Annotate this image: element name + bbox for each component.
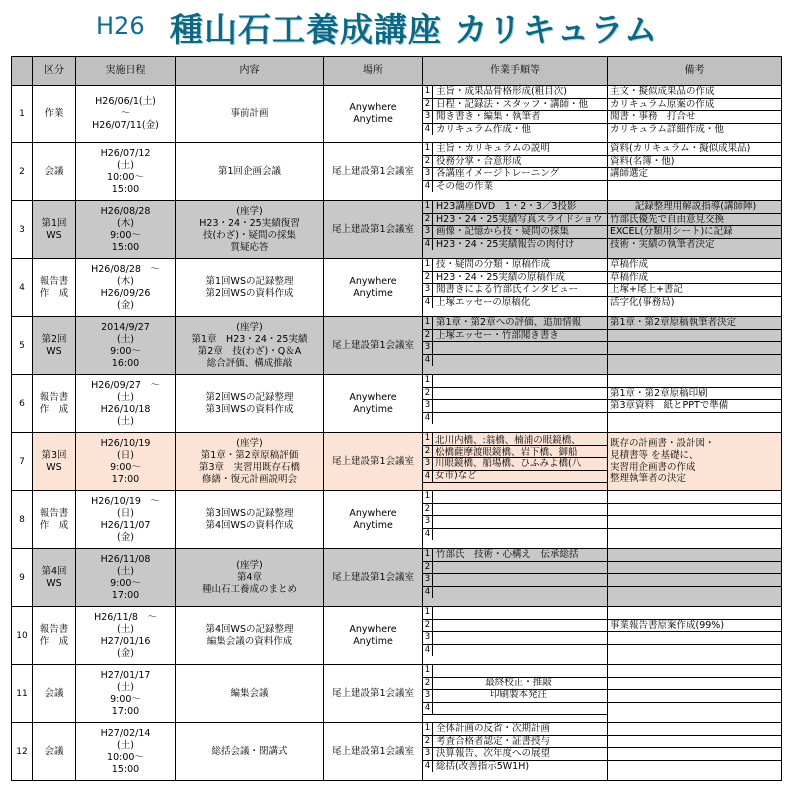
- note-item: [608, 723, 781, 736]
- procedure-item-text: H23講座DVD 1・2・3／3投影: [436, 201, 577, 212]
- procedure-item-text: 役務分掌・合意形成: [436, 155, 522, 167]
- table-row: [12, 549, 782, 607]
- procedure-item: [423, 665, 607, 678]
- procedure-item: [423, 355, 607, 367]
- procedure-item: [423, 99, 607, 112]
- note-item: [608, 529, 781, 541]
- procedure-item-number: 2: [423, 678, 433, 690]
- procedure-item-text: 主旨・カリキュラムの説明: [436, 143, 550, 154]
- procedure-item-number: 1: [423, 607, 433, 619]
- row-content: (座学) 第1章 H23・24・25実績 第2章 技(わざ)・Q＆A 総合評価、構成推敲: [176, 317, 324, 375]
- procedure-list: [423, 86, 607, 135]
- note-item: 草稿作成: [608, 259, 781, 272]
- procedure-item-number: 4: [423, 587, 433, 599]
- row-procedure: [423, 375, 608, 433]
- note-item: 上塚+尾上+書記: [608, 284, 781, 297]
- note-item: EXCEL(分類用シート)に記録: [608, 226, 781, 239]
- note-item: 聞書・事務 打合せ: [608, 111, 781, 124]
- procedure-item: [423, 330, 607, 343]
- procedure-item: [423, 562, 607, 575]
- procedure-item-number: 4: [423, 471, 433, 483]
- procedure-item-text: [433, 607, 607, 619]
- procedure-list: [423, 259, 607, 308]
- note-item: 資料(名簿・他): [608, 156, 781, 169]
- procedure-item-text: 決算報告、次年度への展望: [436, 748, 551, 760]
- procedure-item-number: 4: [423, 355, 433, 367]
- procedure-item-number: 3: [423, 574, 433, 586]
- row-schedule: H26/07/12 (土) 10:00～ 15:00: [76, 143, 176, 201]
- procedure-item: [423, 226, 607, 239]
- procedure-list: [423, 723, 607, 772]
- procedure-item: [423, 388, 607, 401]
- procedure-item: [423, 272, 607, 285]
- procedure-item-number: 1: [423, 317, 433, 329]
- procedure-item: [423, 748, 607, 761]
- procedure-item-text: [433, 587, 607, 599]
- note-item: [608, 375, 781, 388]
- procedure-item-text: 技・疑問の分類・原稿作成: [436, 259, 551, 270]
- header: [0, 0, 792, 56]
- table-row: [12, 143, 782, 201]
- note-item: 竹部氏優先で自由意見交換: [608, 214, 781, 227]
- row-notes: [608, 491, 782, 549]
- row-kubun: 報告書 作 成: [33, 607, 76, 665]
- procedure-item: [423, 413, 607, 425]
- note-item: [608, 678, 781, 691]
- procedure-item-number: 4: [423, 413, 433, 425]
- procedure-item-number: 4: [423, 297, 433, 309]
- note-item: 資料(カリキュラム・擬似成果品): [608, 143, 781, 156]
- procedure-item: [423, 491, 607, 504]
- procedure-item-number: 4: [423, 703, 433, 715]
- row-number: 2: [12, 143, 33, 201]
- procedure-item-text: [433, 388, 607, 400]
- procedure-item: [423, 645, 607, 657]
- procedure-item-number: 4: [423, 239, 433, 251]
- procedure-item-text: [433, 504, 607, 516]
- row-schedule: H27/01/17 (土) 9:00～ 17:00: [76, 665, 176, 723]
- procedure-item-text: [433, 703, 607, 715]
- table-row: [12, 607, 782, 665]
- note-item: [608, 355, 781, 367]
- procedure-item: [423, 168, 607, 181]
- procedure-item-number: 1: [423, 549, 433, 561]
- row-notes: [608, 549, 782, 607]
- row-content: 事前計画: [176, 86, 324, 143]
- note-item: [608, 574, 781, 587]
- note-item: [608, 690, 781, 703]
- procedure-item-number: 1: [423, 491, 433, 503]
- procedure-item: [423, 156, 607, 169]
- note-item: 第1章・第2章原稿印刷: [608, 388, 781, 401]
- procedure-item: [423, 124, 607, 136]
- row-kubun: 会議: [33, 143, 76, 201]
- note-item: [608, 703, 781, 715]
- row-content: (座学) H23・24・25実績復習 技(わざ)・疑問の採集 質疑応答: [176, 201, 324, 259]
- row-number: 11: [12, 665, 33, 723]
- row-number: 3: [12, 201, 33, 259]
- procedure-item: [423, 620, 607, 633]
- procedure-item: [423, 400, 607, 413]
- notes-text: 既存の計画書・設計図・ 見積書等 を基礎に、 実習用企画書の作成 整理執筆者の決定: [610, 438, 715, 485]
- note-item: [608, 645, 781, 657]
- procedure-item-number: 4: [423, 124, 433, 136]
- row-place: Anywhere Anytime: [324, 259, 423, 317]
- note-item: [608, 761, 781, 773]
- procedure-item-text: 全体計画の反省・次期計画: [436, 723, 551, 734]
- procedure-item-text: [433, 516, 607, 528]
- row-content: 第3回WSの記録整理 第4回WSの資料作成: [176, 491, 324, 549]
- note-item: [608, 748, 781, 761]
- row-place: Anywhere Anytime: [324, 491, 423, 549]
- row-kubun: 作業: [33, 86, 76, 143]
- row-notes: [608, 86, 782, 143]
- row-place: 尾上建設第1会議室: [324, 317, 423, 375]
- row-content: 第1回WSの記録整理 第2回WSの資料作成: [176, 259, 324, 317]
- row-notes: [608, 433, 782, 491]
- procedure-list: [423, 491, 607, 540]
- row-notes: [608, 317, 782, 375]
- procedure-item: [423, 723, 607, 736]
- row-number: 5: [12, 317, 33, 375]
- procedure-item-number: 2: [423, 330, 433, 342]
- row-notes: [608, 143, 782, 201]
- row-number: 12: [12, 723, 33, 781]
- row-content: 第1回企画会議: [176, 143, 324, 201]
- col-header-content: 内容: [176, 57, 324, 86]
- table-row: [12, 665, 782, 723]
- page-title: 種山石工養成講座 カリキュラム: [170, 10, 659, 49]
- row-procedure: [423, 433, 608, 491]
- procedure-item-text: 上塚エッセーの原稿化: [436, 296, 531, 308]
- note-item: [608, 516, 781, 529]
- procedure-item-text: カリキュラム作成・他: [436, 123, 531, 135]
- table-row: [12, 433, 782, 491]
- note-item: 第3章資料 紙とPPTで準備: [608, 400, 781, 413]
- table-row: [12, 317, 782, 375]
- row-procedure: [423, 723, 608, 781]
- row-content: 総括会議・閉講式: [176, 723, 324, 781]
- row-place: 尾上建設第1会議室: [324, 433, 423, 491]
- note-item: [608, 665, 781, 678]
- note-item: [608, 330, 781, 343]
- procedure-item-text: [433, 491, 607, 503]
- procedure-item-text: 主旨・成果品骨格形成(粗目次): [436, 86, 567, 97]
- note-item: 技術・実績の執筆者決定: [610, 238, 715, 250]
- procedure-item: [423, 504, 607, 517]
- procedure-item: [423, 86, 607, 99]
- procedure-list: [423, 549, 607, 598]
- procedure-item: [423, 317, 607, 330]
- table-row: [12, 259, 782, 317]
- row-number: 8: [12, 491, 33, 549]
- procedure-item-text: その他の作業: [436, 180, 494, 192]
- row-place: 尾上建設第1会議室: [324, 201, 423, 259]
- row-schedule: H26/11/08 (土) 9:00～ 17:00: [76, 549, 176, 607]
- row-notes: [608, 201, 782, 259]
- row-number: 7: [12, 433, 33, 491]
- procedure-item: [423, 587, 607, 599]
- procedure-item-number: 3: [423, 516, 433, 528]
- note-item: 草稿作成: [608, 272, 781, 285]
- row-content: 第4回WSの記録整理 編集会議の資料作成: [176, 607, 324, 665]
- procedure-list: [423, 665, 607, 715]
- procedure-list: [423, 433, 607, 483]
- procedure-item: [423, 574, 607, 587]
- row-kubun: 第1回 WS: [33, 201, 76, 259]
- procedure-item-number: 3: [423, 342, 433, 354]
- row-notes: [608, 723, 782, 781]
- procedure-item-text: 考査合格者認定・証書授与: [436, 735, 551, 747]
- procedure-item-number: 3: [423, 168, 433, 180]
- procedure-item: [423, 259, 607, 272]
- procedure-item-number: 4: [423, 645, 433, 657]
- row-schedule: H26/10/19 ～ (日) H26/11/07 (金): [76, 491, 176, 549]
- procedure-item-text: H23・24・25実績報告の肉付け: [436, 238, 575, 250]
- row-procedure: [423, 86, 608, 143]
- procedure-item: [423, 516, 607, 529]
- row-content: 編集会議: [176, 665, 324, 723]
- procedure-list: [423, 317, 607, 366]
- note-item: [608, 413, 781, 425]
- note-item: 講師選定: [608, 168, 781, 181]
- row-place: Anywhere Anytime: [324, 375, 423, 433]
- procedure-item: [423, 375, 607, 388]
- row-number: 4: [12, 259, 33, 317]
- note-item: 第1章・第2章原稿執筆者決定: [608, 317, 781, 330]
- procedure-item-number: 2: [423, 156, 433, 168]
- procedure-item-number: 1: [423, 143, 433, 155]
- note-item: カリキュラム詳細作成・他: [610, 123, 724, 135]
- table-row: [12, 201, 782, 259]
- procedure-item-text: [433, 355, 607, 367]
- procedure-item-text: [433, 400, 607, 412]
- row-procedure: [423, 143, 608, 201]
- row-place: 尾上建設第1会議室: [324, 665, 423, 723]
- note-item: [608, 632, 781, 645]
- procedure-item-number: 3: [423, 400, 433, 412]
- procedure-item: [423, 703, 607, 716]
- row-schedule: H26/10/19 (日) 9:00～ 17:00: [76, 433, 176, 491]
- procedure-item-number: 3: [423, 458, 433, 470]
- procedure-list: [423, 607, 607, 656]
- procedure-list: [423, 143, 607, 192]
- procedure-item: [423, 143, 607, 156]
- procedure-item: [423, 284, 607, 297]
- row-schedule: H26/09/27 ～ (土) H26/10/18 (土): [76, 375, 176, 433]
- procedure-item-text: [433, 632, 607, 644]
- row-procedure: [423, 259, 608, 317]
- row-procedure: [423, 549, 608, 607]
- procedure-item-number: 2: [423, 504, 433, 516]
- row-kubun: 第4回 WS: [33, 549, 76, 607]
- note-item: 活字化(事務局): [610, 296, 675, 308]
- procedure-item-number: 4: [423, 761, 433, 773]
- row-content: (座学) 第4章 種山石工養成のまとめ: [176, 549, 324, 607]
- procedure-text: 最終校正・推敲 印刷製本発注: [485, 677, 552, 700]
- note-item: [608, 736, 781, 749]
- curriculum-table: [11, 56, 782, 781]
- procedure-item: [423, 111, 607, 124]
- procedure-item-text: 日程・記録法・スタッフ・講師・他: [436, 98, 589, 110]
- procedure-item: [423, 214, 607, 227]
- procedure-item: [423, 297, 607, 309]
- procedure-item-text: H23・24・25実績写真スライドショウ: [436, 213, 603, 225]
- procedure-item-text: [433, 342, 607, 354]
- procedure-item-number: 2: [423, 388, 433, 400]
- note-item: [608, 504, 781, 517]
- procedure-text: 北川内橋、:翁橋、楠浦の眼鏡橋、 松橋薩摩渡眼鏡橋、岩下橋、御船 川眼鏡橋、船場橋、ひふみよ橋(八 女市)など: [435, 435, 582, 481]
- procedure-item-text: 総括(改善指示5W1H): [436, 760, 530, 772]
- procedure-item-number: 2: [423, 620, 433, 632]
- procedure-item-number: 1: [423, 433, 433, 445]
- note-item: 記録整理用解説指導(講師陣): [608, 201, 781, 214]
- procedure-item-text: [433, 645, 607, 657]
- procedure-item: [423, 736, 607, 749]
- procedure-item-number: 1: [423, 723, 433, 735]
- procedure-item-number: 2: [423, 736, 433, 748]
- procedure-list: [423, 201, 607, 250]
- procedure-item-number: 2: [423, 272, 433, 284]
- col-header-kubun: 区分: [33, 57, 76, 86]
- procedure-item-text: 各講座イメージトレーニング: [436, 168, 560, 180]
- note-item: [608, 549, 781, 562]
- row-schedule: H26/06/1(土) ～ H26/07/11(金): [76, 86, 176, 143]
- row-procedure: [423, 201, 608, 259]
- row-content: 第2回WSの記録整理 第3回WSの資料作成: [176, 375, 324, 433]
- procedure-item-number: 4: [423, 529, 433, 541]
- procedure-item-text: [433, 665, 607, 677]
- table-row: [12, 491, 782, 549]
- note-item: 主文・擬似成果品の作成: [608, 86, 781, 99]
- procedure-item-text: [433, 574, 607, 586]
- row-procedure: [423, 491, 608, 549]
- table-row: [12, 86, 782, 143]
- procedure-item-number: 3: [423, 111, 433, 123]
- row-notes: [608, 375, 782, 433]
- note-item: カリキュラム原案の作成: [608, 99, 781, 112]
- row-schedule: H27/02/14 (土) 10:00～ 15:00: [76, 723, 176, 781]
- procedure-item: [423, 549, 607, 562]
- row-place: Anywhere Anytime: [324, 86, 423, 143]
- row-notes: [608, 259, 782, 317]
- procedure-item-text: 第1章・第2章への評価、追加情報: [436, 317, 582, 328]
- procedure-item-number: 2: [423, 99, 433, 111]
- row-number: 1: [12, 86, 33, 143]
- header-year: H26: [96, 12, 145, 40]
- note-item: [608, 181, 781, 193]
- row-procedure: [423, 607, 608, 665]
- procedure-item: [423, 342, 607, 355]
- procedure-item-text: 竹部氏 技術・心構え 伝承総括: [436, 549, 579, 560]
- procedure-item-text: [433, 620, 607, 632]
- col-header-notes: 備考: [608, 57, 782, 86]
- procedure-item-number: 1: [423, 259, 433, 271]
- procedure-item: [423, 632, 607, 645]
- row-number: 6: [12, 375, 33, 433]
- note-item: [608, 587, 781, 599]
- table-row: [12, 375, 782, 433]
- procedure-item-number: 3: [423, 748, 433, 760]
- row-content: (座学) 第1章・第2章原稿評価 第3章 実習用既存石橋 修繕・復元計画説明会: [176, 433, 324, 491]
- row-kubun: 会議: [33, 665, 76, 723]
- procedure-item-text: [433, 375, 607, 387]
- procedure-item-number: 1: [423, 201, 433, 213]
- row-number: 9: [12, 549, 33, 607]
- row-place: 尾上建設第1会議室: [324, 143, 423, 201]
- row-kubun: 報告書 作 成: [33, 259, 76, 317]
- procedure-item-number: 2: [423, 562, 433, 574]
- procedure-item-text: 聞き書き・編集・執筆者: [436, 111, 541, 123]
- table-header-row: [12, 57, 782, 86]
- procedure-item-text: [433, 562, 607, 574]
- col-header-no: [12, 57, 33, 86]
- row-notes: [608, 607, 782, 665]
- row-notes: [608, 665, 782, 723]
- table-row: [12, 723, 782, 781]
- row-procedure: [423, 665, 608, 723]
- procedure-item-number: 4: [423, 181, 433, 193]
- row-kubun: 報告書 作 成: [33, 491, 76, 549]
- procedure-item-text: 聞書きによる竹部氏インタビュー: [436, 284, 579, 296]
- procedure-item: [423, 607, 607, 620]
- procedure-item-number: 3: [423, 284, 433, 296]
- row-kubun: 会議: [33, 723, 76, 781]
- procedure-item-text: H23・24・25実績の原稿作成: [436, 271, 565, 283]
- note-item: [608, 562, 781, 575]
- procedure-item-number: 1: [423, 665, 433, 677]
- row-schedule: 2014/9/27 (土) 9:00～ 16:00: [76, 317, 176, 375]
- note-item: [608, 607, 781, 620]
- procedure-item: [423, 761, 607, 773]
- note-item: [608, 491, 781, 504]
- row-place: 尾上建設第1会議室: [324, 723, 423, 781]
- procedure-item-text: [433, 529, 607, 541]
- procedure-item-number: 2: [423, 214, 433, 226]
- col-header-procedure: 作業手順等: [423, 57, 608, 86]
- procedure-item-text: 上塚エッセー・竹部聞き書き: [436, 329, 559, 341]
- row-kubun: 第2回 WS: [33, 317, 76, 375]
- procedure-list: [423, 375, 607, 424]
- row-schedule: H26/11/8 ～ (土) H27/01/16 (金): [76, 607, 176, 665]
- row-place: 尾上建設第1会議室: [324, 549, 423, 607]
- procedure-item-number: 1: [423, 86, 433, 98]
- row-place: Anywhere Anytime: [324, 607, 423, 665]
- procedure-item-text: [433, 413, 607, 425]
- procedure-item: [423, 529, 607, 541]
- row-number: 10: [12, 607, 33, 665]
- procedure-item-number: 2: [423, 446, 433, 458]
- procedure-item-number: 1: [423, 375, 433, 387]
- procedure-item-text: 画像・記憶から技・疑問の採集: [436, 226, 570, 238]
- row-kubun: 報告書 作 成: [33, 375, 76, 433]
- procedure-item: [423, 181, 607, 193]
- row-procedure: [423, 317, 608, 375]
- row-kubun: 第3回 WS: [33, 433, 76, 491]
- procedure-item-number: 3: [423, 690, 433, 702]
- row-schedule: H26/08/28 ～ (木) H26/09/26 (金): [76, 259, 176, 317]
- procedure-item-number: 3: [423, 632, 433, 644]
- row-schedule: H26/08/28 (木) 9:00～ 15:00: [76, 201, 176, 259]
- note-item: 事業報告書原案作成(99%): [608, 620, 781, 633]
- col-header-schedule: 実施日程: [76, 57, 176, 86]
- procedure-item: [423, 201, 607, 214]
- note-item: [608, 342, 781, 355]
- procedure-item-number: 3: [423, 226, 433, 238]
- col-header-place: 場所: [324, 57, 423, 86]
- procedure-item: [423, 239, 607, 251]
